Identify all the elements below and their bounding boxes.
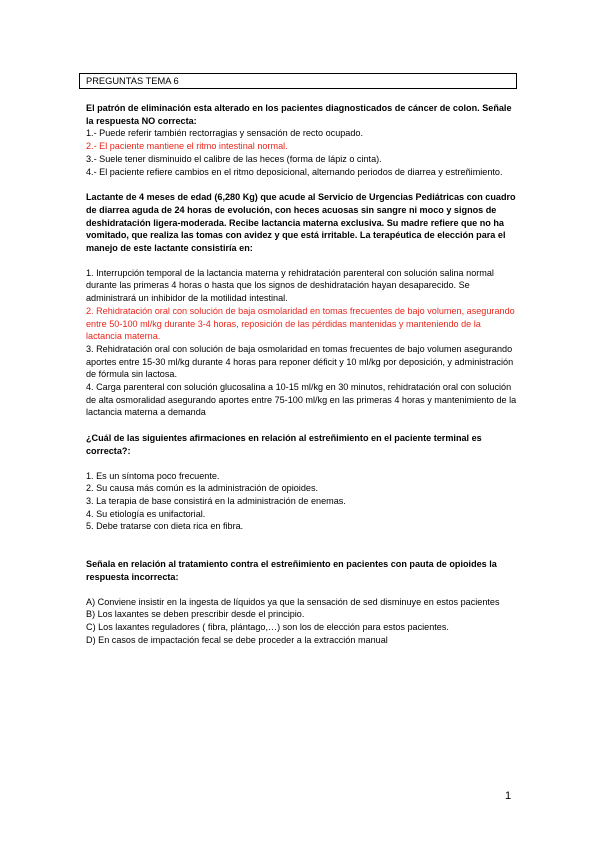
question-1 <box>86 102 518 178</box>
q2-option-1: 1. Interrupción temporal de la lactancia materna y rehidratación parenteral con solución salina normal durante las primeras 4 horas o hasta que los signos de deshidratación hayan desaparecido. Se administrará un inhibidor de la motilidad intestinal. <box>86 267 494 304</box>
question-2 <box>86 191 518 419</box>
q4-option-d: D) En casos de impactación fecal se debe proceder a la extracción manual <box>86 634 388 645</box>
q3-option-1: 1. Es un síntoma poco frecuente. <box>86 470 220 481</box>
q2-option-3: 3. Rehidratación oral con solución de baja osmolaridad en tomas frecuentes de bajo volumen asegurando aportes entre 15-30 ml/kg durante 4 horas para reponer déficit y 10 ml/kg por deposición, y administración de fórmula sin lactosa. <box>86 343 514 380</box>
q2-option-2-highlighted: 2. Rehidratación oral con solución de baja osmolaridad en tomas frecuentes de bajo volumen, asegurando entre 50-100 ml/kg durante 3-4 horas, reposición de las pérdidas mantenidas y manteniendo de la lactancia materna. <box>86 305 515 342</box>
q1-option-3: 3.- Suele tener disminuido el calibre de las heces (forma de lápiz o cinta). <box>86 153 382 164</box>
q4-option-a: A) Conviene insistir en la ingesta de líquidos ya que la sensación de sed disminuye en estos pacientes <box>86 596 500 607</box>
q1-option-1: 1.- Puede referir también rectorragias y sensación de recto ocupado. <box>86 128 364 139</box>
q1-option-4: 4.- El paciente refiere cambios en el ritmo deposicional, alternando periodos de diarrea y estreñimiento. <box>86 166 503 177</box>
q1-option-2-highlighted: 2.- El paciente mantiene el ritmo intestinal normal. <box>86 141 288 152</box>
q3-option-3: 3. La terapia de base consistirá en la administración de enemas. <box>86 495 346 506</box>
question-2-text: Lactante de 4 meses de edad (6,280 Kg) que acude al Servicio de Urgencias Pediátricas con cuadro de diarrea aguda de 24 horas de evolución, con heces acuosas sin sangre ni moco y signos de deshidratación ligera-moderada. Recibe lactancia materna exclusiva. Su madre refiere que no ha vomitado, que realiza las tomas con avidez y que está irritable. La terapéutica de elección para el manejo de este lactante consistiría en: <box>86 192 516 254</box>
question-4 <box>86 558 518 646</box>
question-3 <box>86 432 518 533</box>
question-1-text: El patrón de eliminación esta alterado en los pacientes diagnosticados de cáncer de colon. Señale la respuesta NO correcta: <box>86 103 512 126</box>
questions-content <box>86 102 518 646</box>
q3-option-5: 5. Debe tratarse con dieta rica en fibra. <box>86 521 244 532</box>
page-title: PREGUNTAS TEMA 6 <box>79 73 517 89</box>
q2-option-4: 4. Carga parenteral con solución glucosalina a 10-15 ml/kg en 30 minutos, rehidratación oral con solución de alta osmoralidad asegurando aportes entre 75-100 ml/kg en las primeras 4 horas y mantenimiento de la lactancia materna a demanda <box>86 382 517 418</box>
q3-option-2: 2. Su causa más común es la administración de opioides. <box>86 483 319 494</box>
q4-option-b: B) Los laxantes se deben prescribir desde el principio. <box>86 609 305 620</box>
q3-option-4: 4. Su etiología es unifactorial. <box>86 508 206 519</box>
question-4-text: Señala en relación al tratamiento contra el estreñimiento en pacientes con pauta de opioides la respuesta incorrecta: <box>86 559 497 582</box>
page-number: 1 <box>505 790 512 802</box>
question-3-text: ¿Cuál de las siguientes afirmaciones en relación al estreñimiento en el paciente terminal es correcta?: <box>86 433 482 456</box>
q4-option-c: C) Los laxantes reguladores ( fibra, plántago,…) son los de elección para estos pacientes. <box>86 621 449 632</box>
